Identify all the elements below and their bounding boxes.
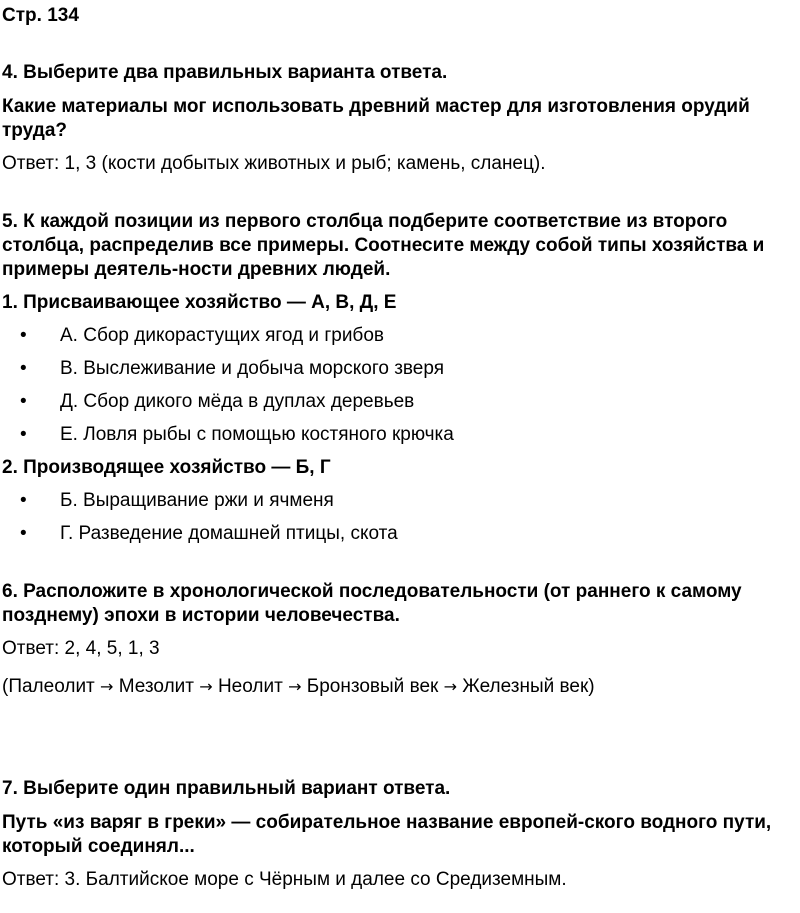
list-item — [2, 390, 800, 414]
list-item — [2, 489, 800, 513]
group-1-list — [2, 324, 800, 447]
epoch-paleolithic: Палеолит — [8, 676, 95, 697]
question-6-title: 6. Расположите в хронологической последовательности (от раннего к самому позднему) эпохи в истории человечества. — [2, 581, 742, 626]
group-2-list — [2, 489, 800, 546]
epoch-mesolithic: Мезолит — [118, 676, 194, 697]
list-item-text: Г. Разведение домашней птицы, скота — [60, 523, 398, 544]
bullet-icon: • — [20, 424, 27, 445]
bullet-icon: • — [20, 523, 27, 544]
list-item — [2, 357, 800, 381]
question-5-title: 5. К каждой позиции из первого столбца подберите соответствие из второго столбца, распределив все примеры. Соотнесите между собой типы хозяйства и примеры деятель-ности древних людей. — [2, 211, 765, 280]
bullet-icon: • — [20, 358, 27, 379]
question-4-title: 4. Выберите два правильных варианта ответа. — [2, 62, 448, 83]
list-item — [2, 522, 800, 546]
list-item — [2, 423, 800, 447]
question-4 — [2, 61, 800, 176]
arrow-right-icon: → — [199, 677, 213, 696]
question-6-answer: Ответ: 2, 4, 5, 1, 3 — [2, 638, 160, 659]
question-6 — [2, 580, 800, 699]
question-5 — [2, 210, 800, 546]
question-7-title: 7. Выберите один правильный вариант ответа. — [2, 778, 451, 799]
sequence-close-paren: ) — [588, 676, 595, 697]
group-1-label: 1. Присваивающее хозяйство — А, В, Д, Е — [2, 292, 397, 313]
list-item-text: А. Сбор дикорастущих ягод и грибов — [60, 325, 384, 346]
epoch-iron-age: Железный век — [462, 676, 589, 697]
list-item — [2, 324, 800, 348]
bullet-icon: • — [20, 325, 27, 346]
question-4-answer: Ответ: 1, 3 (кости добытых животных и рыб; камень, сланец). — [2, 153, 546, 174]
question-7-answer: Ответ: 3. Балтийское море с Чёрным и далее со Средиземным. — [2, 869, 567, 890]
question-7-text: Путь «из варяг в греки» — собирательное название европей-ского водного пути, который соединял... — [2, 812, 772, 857]
arrow-right-icon: → — [100, 677, 114, 696]
list-item-text: Е. Ловля рыбы с помощью костяного крючка — [60, 424, 454, 445]
page-label: Стр. 134 — [2, 5, 79, 26]
list-item-text: В. Выслеживание и добыча морского зверя — [60, 358, 444, 379]
epoch-bronze-age: Бронзовый век — [306, 676, 439, 697]
bullet-icon: • — [20, 391, 27, 412]
question-4-text: Какие материалы мог использовать древний мастер для изготовления орудий труда? — [2, 96, 750, 141]
bullet-icon: • — [20, 490, 27, 511]
group-2-label: 2. Производящее хозяйство — Б, Г — [2, 457, 331, 478]
question-7 — [2, 777, 800, 892]
list-item-text: Д. Сбор дикого мёда в дуплах деревьев — [60, 391, 415, 412]
arrow-right-icon: → — [443, 677, 458, 696]
sequence-open-paren: ( — [2, 676, 9, 697]
epoch-sequence — [2, 675, 800, 699]
arrow-right-icon: → — [288, 677, 302, 696]
list-item-text: Б. Выращивание ржи и ячменя — [60, 490, 334, 511]
epoch-neolithic: Неолит — [217, 676, 283, 697]
